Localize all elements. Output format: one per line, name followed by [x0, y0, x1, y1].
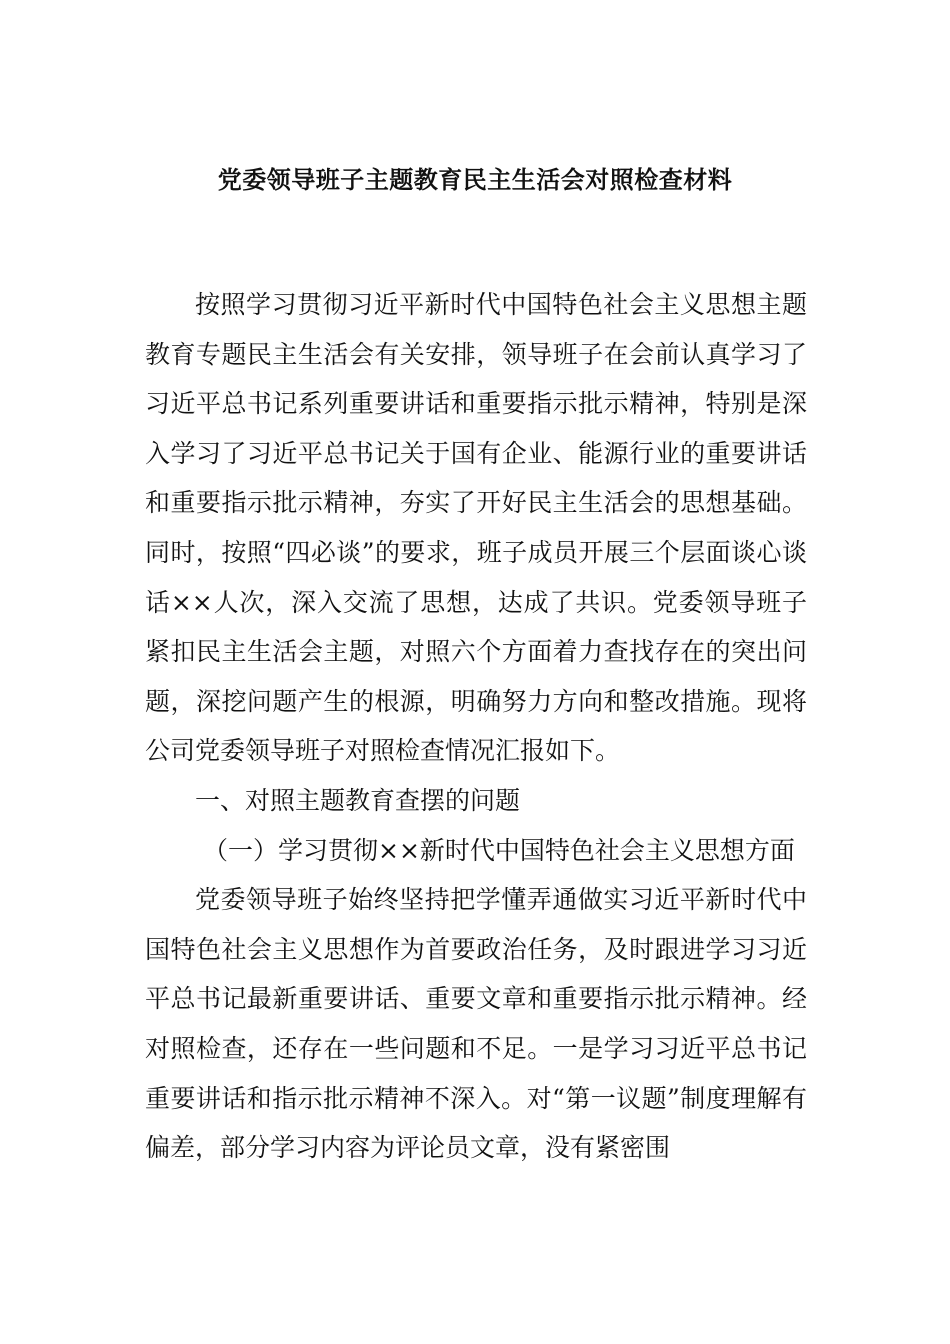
subsection-paragraph: 党委领导班子始终坚持把学懂弄通做实习近平新时代中国特色社会主义思想作为首要政治任务，及时跟进学习习近平总书记最新重要讲话、重要文章和重要指示批示精神。经对照检查，还存在一些问题和不足。一是学习习近平总书记重要讲话和指示批示精神不深入。对“第一议题”制度理解有偏差，部分学习内容为评论员文章，没有紧密围 — [145, 885, 807, 1163]
intro-paragraph: 按照学习贯彻习近平新时代中国特色社会主义思想主题教育专题民主生活会有关安排，领导班子在会前认真学习了习近平总书记系列重要讲话和重要指示批示精神，特别是深入学习了习近平总书记关于国有企业、能源行业的重要讲话和重要指示批示精神，夯实了开好民主生活会的思想基础。同时，按照“四必谈”的要求，班子成员开展三个层面谈心谈话××人次，深入交流了思想，达成了共识。党委领导班子紧扣民主生活会主题，对照六个方面着力查找存在的突出问题，深挖问题产生的根源，明确努力方向和整改措施。现将公司党委领导班子对照检查情况汇报如下。 — [145, 290, 807, 766]
document-body — [145, 280, 807, 1173]
section-heading: 一、对照主题教育查摆的问题 — [195, 785, 521, 815]
subsection-heading: （一）学习贯彻××新时代中国特色社会主义思想方面 — [203, 835, 795, 865]
document-title: 党委领导班子主题教育民主生活会对照检查材料 — [217, 166, 733, 194]
